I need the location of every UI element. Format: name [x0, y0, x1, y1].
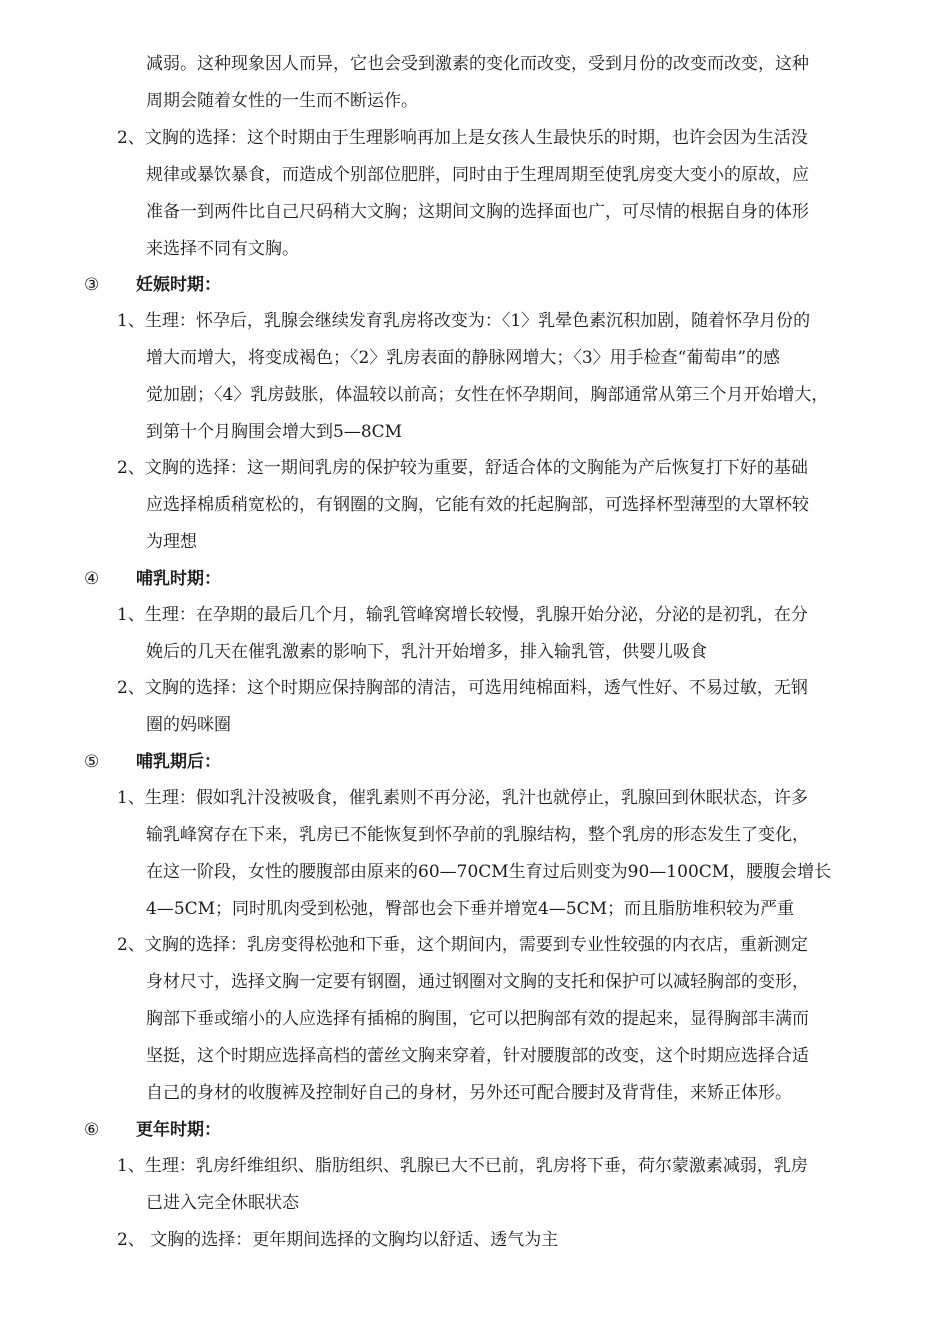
paragraph-line: 到第十个月胸围会增大到5—8CM	[146, 422, 403, 442]
list-item-first-line: 2、文胸的选择：这一期间乳房的保护较为重要，舒适合体的文胸能为产后恢复打下好的基础	[117, 458, 808, 478]
list-item-first-line: 2、文胸的选择：这个时期由于生理影响再加上是女孩人生最快乐的时期，也许会因为生活没	[117, 128, 808, 148]
paragraph-line: 在这一阶段，女性的腰腹部由原来的60—70CM生育过后则变为90—100CM，腰腹会增长	[146, 862, 832, 882]
paragraph-line: 应选择棉质稍宽松的，有钢圈的文胸，它能有效的托起胸部，可选择杯型薄型的大罩杯较	[146, 495, 809, 515]
paragraph-line: 身材尺寸，选择文胸一定要有钢圈，通过钢圈对文胸的支托和保护可以减轻胸部的变形，	[146, 972, 809, 992]
list-item-first-line: 1、生理：怀孕后，乳腺会继续发育乳房将改变为：〈1〉乳晕色素沉积加剧，随着怀孕月份的	[117, 311, 811, 331]
section-title: 更年时期：	[136, 1120, 221, 1140]
paragraph-line: 规律或暴饮暴食，而造成个别部位肥胖，同时由于生理周期至使乳房变大变小的原故，应	[146, 165, 809, 185]
section-heading-menopause	[84, 1118, 221, 1142]
paragraph-line: 周期会随着女性的一生而不断运作。	[146, 91, 418, 111]
paragraph-line: 4—5CM；同时肌肉受到松弛，臀部也会下垂并增宽4—5CM；而且脂肪堆积较为严重	[146, 899, 795, 919]
paragraph-line: 增大而增大，将变成褐色；〈2〉乳房表面的静脉网增大；〈3〉用手检查“葡萄串”的感	[146, 348, 781, 368]
list-item-first-line: 2、文胸的选择：乳房变得松弛和下垂，这个期间内，需要到专业性较强的内衣店，重新测定	[117, 935, 808, 955]
paragraph-line: 胸部下垂或缩小的人应选择有插棉的胸围，它可以把胸部有效的提起来，显得胸部丰满而	[146, 1009, 809, 1029]
paragraph-line: 已进入完全休眠状态	[146, 1193, 299, 1213]
paragraph-line: 觉加剧；〈4〉乳房鼓胀，体温较以前高；女性在怀孕期间，胸部通常从第三个月开始增大，	[146, 385, 829, 405]
list-item-first-line: 2、 文胸的选择：更年期间选择的文胸均以舒适、透气为主	[117, 1230, 559, 1250]
list-item-first-line: 2、文胸的选择：这个时期应保持胸部的清洁，可选用纯棉面料，透气性好、不易过敏，无钢	[117, 678, 808, 698]
paragraph-line: 来选择不同有文胸。	[146, 239, 299, 259]
section-heading-lactation	[84, 567, 221, 591]
section-heading-post-lactation	[84, 750, 221, 774]
paragraph-line: 准备一到两件比自己尺码稍大文胸；这期间文胸的选择面也广，可尽情的根据自身的体形	[146, 202, 809, 222]
paragraph-line: 娩后的几天在催乳激素的影响下，乳汁开始增多，排入输乳管，供婴儿吸食	[146, 642, 707, 662]
section-title: 妊娠时期：	[136, 275, 221, 295]
list-item-first-line: 1、生理：假如乳汁没被吸食，催乳素则不再分泌，乳汁也就停止，乳腺回到休眠状态，许多	[117, 788, 808, 808]
list-item-first-line: 1、生理：在孕期的最后几个月，输乳管峰窝增长较慢，乳腺开始分泌，分泌的是初乳，在分	[117, 605, 808, 625]
paragraph-line: 坚挺，这个时期应选择高档的蕾丝文胸来穿着，针对腰腹部的改变，这个时期应选择合适	[146, 1046, 809, 1066]
paragraph-line: 输乳峰窝存在下来，乳房已不能恢复到怀孕前的乳腺结构，整个乳房的形态发生了变化，	[146, 825, 809, 845]
paragraph-line: 为理想	[146, 532, 197, 552]
section-number: ③	[84, 275, 100, 295]
paragraph-line: 圈的妈咪圈	[146, 715, 231, 735]
section-number: ⑥	[84, 1120, 100, 1140]
section-heading-pregnancy	[84, 273, 221, 297]
section-title: 哺乳期后：	[136, 752, 221, 772]
paragraph-line: 减弱。这种现象因人而异，它也会受到激素的变化而改变，受到月份的改变而改变，这种	[146, 54, 809, 74]
paragraph-line: 自己的身材的收腹裤及控制好自己的身材，另外还可配合腰封及背背佳，来矫正体形。	[146, 1083, 792, 1103]
section-number: ④	[84, 569, 100, 589]
section-title: 哺乳时期：	[136, 569, 221, 589]
section-number: ⑤	[84, 752, 100, 772]
list-item-first-line: 1、生理：乳房纤维组织、脂肪组织、乳腺已大不已前，乳房将下垂，荷尔蒙激素减弱，乳房	[117, 1156, 808, 1176]
